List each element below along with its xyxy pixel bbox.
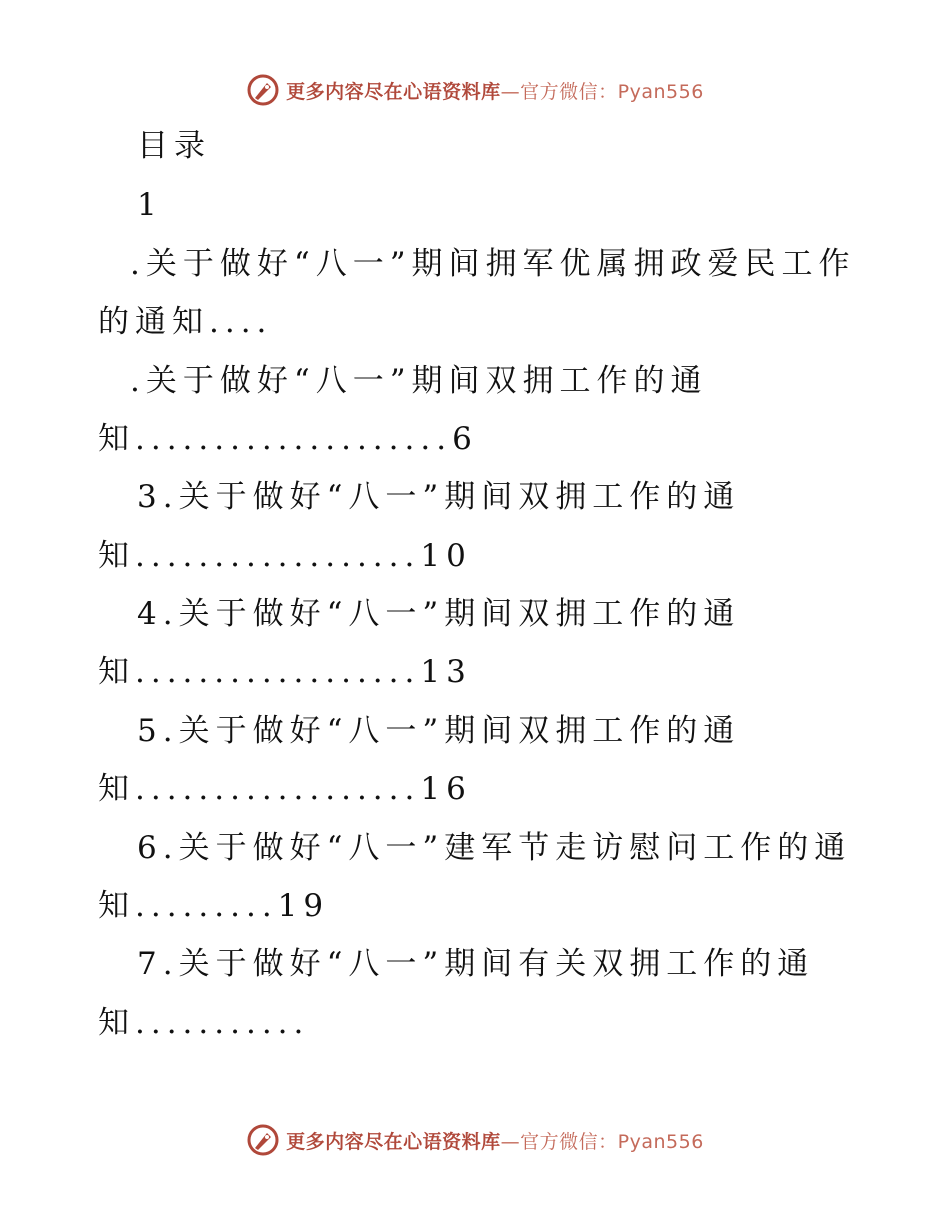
toc-entry-4-line2: 知..................13 [98, 654, 472, 690]
footer-watermark-suffix: —官方微信：Pyan556 [500, 1130, 704, 1153]
toc-entry-7-line2: 知........... [98, 1005, 310, 1041]
footer-watermark-prefix: 更多内容尽在心语资料库 [286, 1130, 501, 1153]
toc-entry-4-line1: 4.关于做好“八一”期间双拥工作的通 [137, 596, 741, 632]
toc-entry-3-line2: 知..................10 [98, 538, 472, 574]
toc-entry-6-line1: 6.关于做好“八一”建军节走访慰问工作的通 [137, 830, 852, 866]
toc-entry-2-line1: .关于做好“八一”期间双拥工作的通 [130, 363, 708, 399]
toc-entry-2-line2: 知....................6 [98, 421, 478, 457]
toc-entry-5-line1: 5.关于做好“八一”期间双拥工作的通 [137, 713, 741, 749]
toc-entry-1-line1: .关于做好“八一”期间拥军优属拥政爱民工作 [130, 246, 856, 282]
toc-entry-3-line1: 3.关于做好“八一”期间双拥工作的通 [137, 479, 741, 515]
footer-watermark [0, 1120, 950, 1160]
toc-entry-7-line1: 7.关于做好“八一”期间有关双拥工作的通 [137, 946, 815, 982]
toc-entry-1-line2: 的通知.... [98, 304, 273, 340]
header-watermark-prefix: 更多内容尽在心语资料库 [286, 80, 501, 103]
pen-nib-logo-icon [246, 1123, 280, 1157]
toc-number: 1 [137, 187, 163, 223]
toc-entry-6-line2: 知.........19 [98, 888, 330, 924]
toc-title: 目录 [137, 128, 211, 164]
footer-watermark-text [286, 1127, 704, 1154]
toc-entry-5-line2: 知..................16 [98, 771, 472, 807]
header-watermark-suffix: —官方微信：Pyan556 [500, 80, 704, 103]
